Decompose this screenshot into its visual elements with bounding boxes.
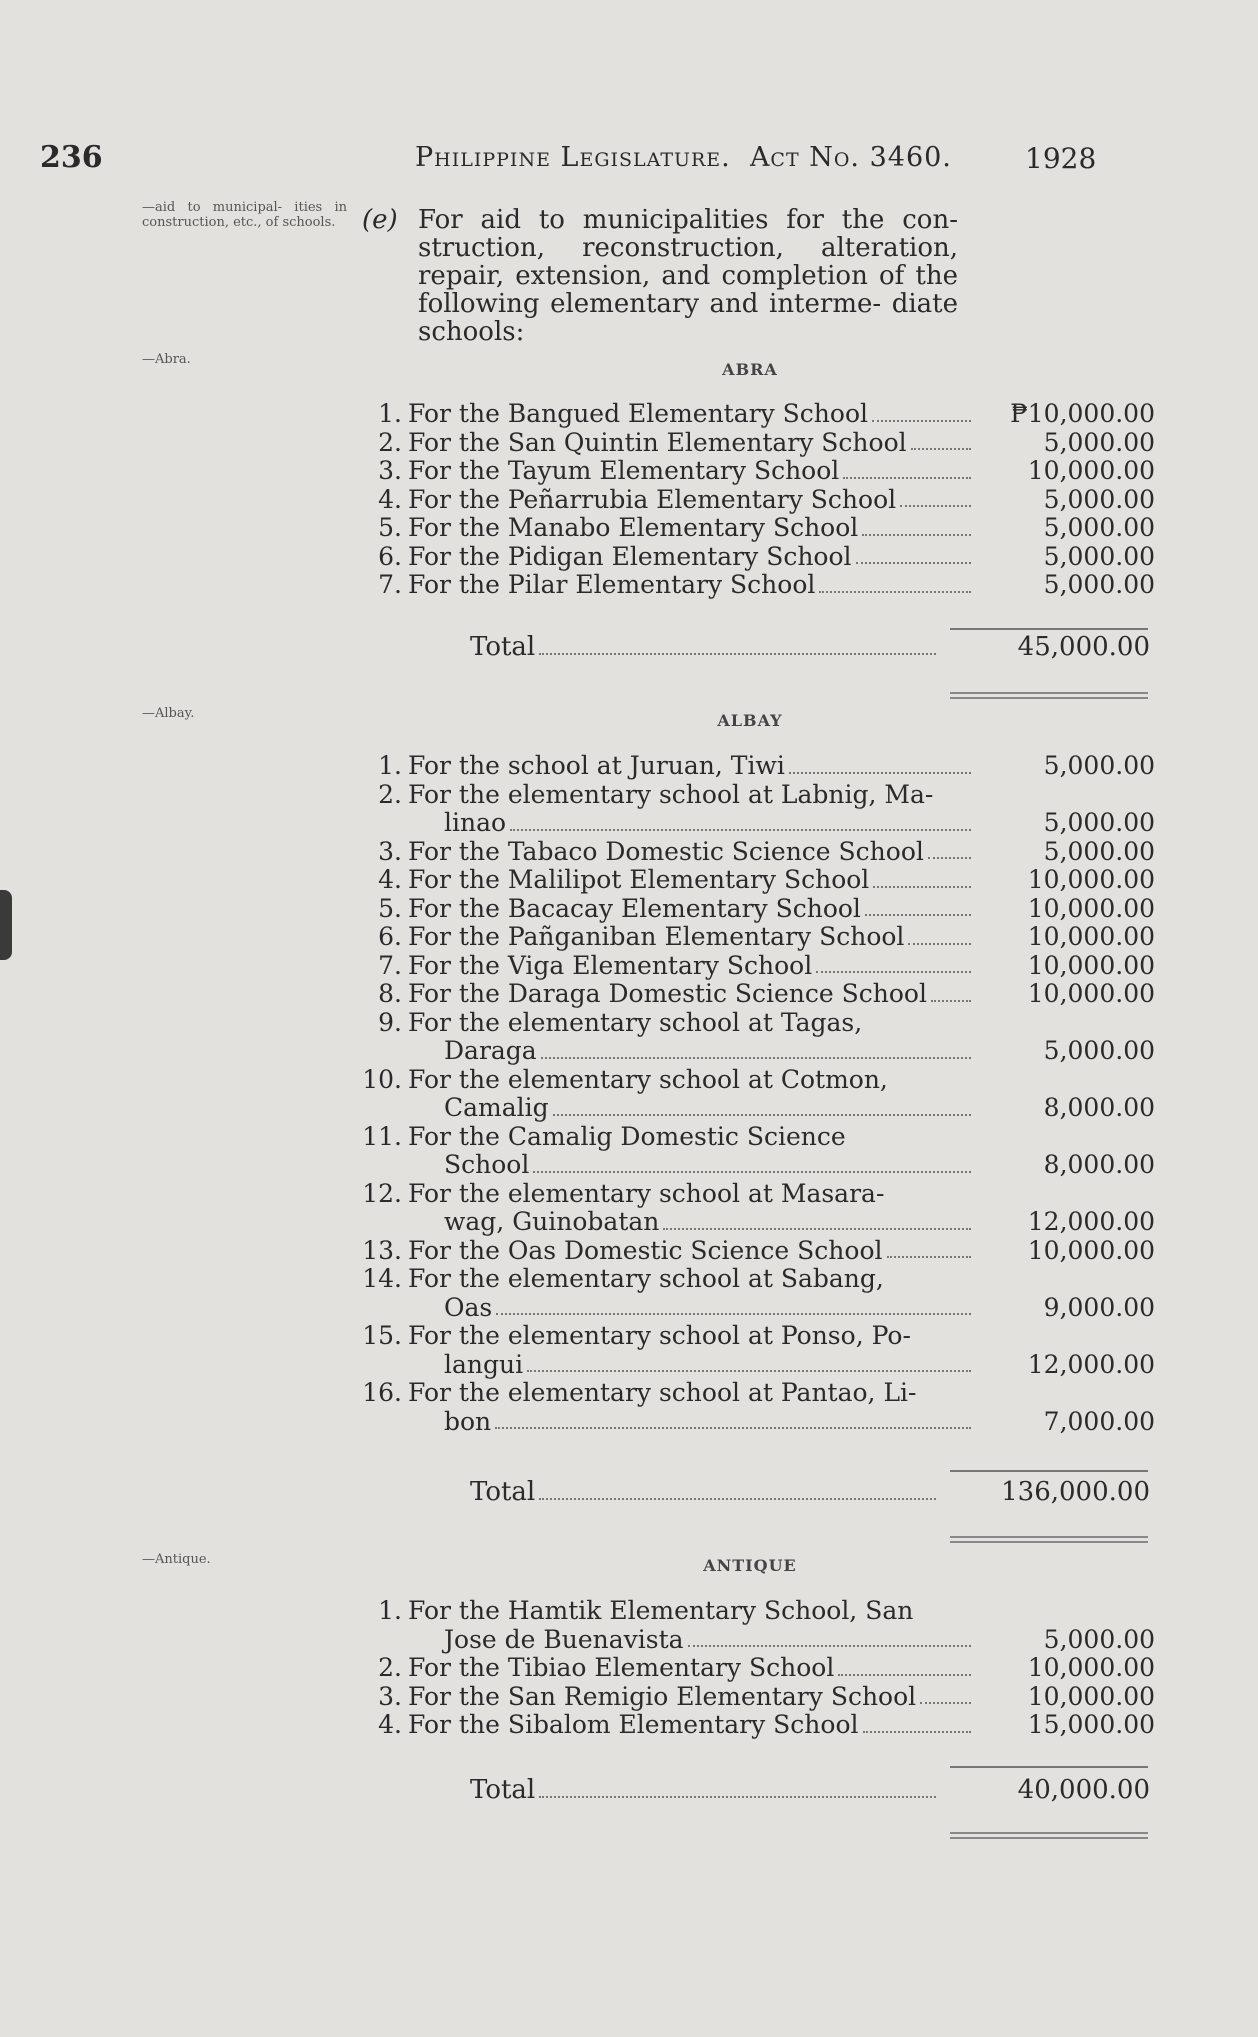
item-number: 2. (378, 1653, 402, 1682)
line-item (345, 1711, 1155, 1740)
item-amount: 8,000.00 (1043, 1150, 1155, 1179)
item-number: 6. (378, 922, 402, 951)
item-text-line: For the elementary school at Sabang, (408, 1264, 884, 1293)
intro-paragraph (362, 206, 962, 346)
line-item (345, 486, 1155, 515)
item-text-line: bon (444, 1406, 492, 1436)
item-number: 8. (378, 979, 402, 1008)
item-list-antique (345, 1597, 1155, 1740)
margin-note-antique: —Antique. (142, 1552, 211, 1567)
item-amount: 5,000.00 (1043, 570, 1155, 599)
item-description (408, 486, 975, 515)
line-item (345, 752, 1155, 781)
item-number: 15. (362, 1321, 402, 1350)
item-number: 1. (378, 399, 402, 428)
dot-leader (908, 943, 971, 945)
line-item (345, 1180, 1155, 1237)
item-text-line: For the elementary school at Cotmon, (408, 1064, 888, 1094)
dot-leader (533, 1171, 971, 1173)
item-amount: 15,000.00 (1027, 1710, 1155, 1739)
double-rule-abra (950, 692, 1148, 699)
item-text-line: For the Oas Domestic Science School (408, 1235, 883, 1265)
total-label-abra: Total (470, 632, 536, 662)
item-number: 2. (378, 427, 402, 457)
line-item (345, 429, 1155, 458)
line-item (345, 543, 1155, 572)
dot-leader (872, 420, 971, 422)
line-item (345, 457, 1155, 486)
item-number: 3. (378, 1681, 402, 1711)
item-amount: 5,000.00 (1043, 541, 1155, 571)
item-text-line: For the Hamtik Elementary School, San (408, 1596, 914, 1625)
line-item (345, 923, 1155, 952)
margin-note-abra: —Abra. (142, 352, 191, 367)
item-amount: 5,000.00 (1043, 427, 1155, 457)
item-number: 14. (362, 1264, 402, 1293)
total-rule-antique (950, 1766, 1148, 1768)
item-description (408, 980, 975, 1009)
item-amount: 10,000.00 (1027, 1653, 1155, 1682)
item-text-line: Camalig (444, 1093, 549, 1122)
item-description (408, 1237, 975, 1266)
line-item (345, 895, 1155, 924)
item-description (408, 1379, 975, 1436)
dot-leader (863, 1731, 972, 1733)
total-rule-abra (950, 628, 1148, 630)
dot-leader (928, 857, 971, 859)
item-text-line: For the elementary school at Pantao, Li- (408, 1378, 917, 1407)
line-item (345, 1654, 1155, 1683)
intro-text: For aid to municipalities for the con- struction, reconstruction, alteration, repair, extension, and completion of the following elementary and interme- diate schools: (418, 205, 958, 347)
line-item (345, 1379, 1155, 1436)
item-amount: 10,000.00 (1027, 893, 1155, 923)
item-amount: 5,000.00 (1043, 513, 1155, 542)
item-description (408, 1597, 975, 1654)
item-description (408, 1180, 975, 1237)
item-text-line: For the elementary school at Labnig, Ma- (408, 779, 934, 809)
running-title (415, 142, 952, 173)
item-text-line: Oas (444, 1292, 493, 1322)
item-amount: 5,000.00 (1043, 836, 1155, 866)
item-text-line: Daraga (444, 1036, 537, 1065)
item-amount: 10,000.00 (1027, 950, 1155, 980)
item-number: 6. (378, 541, 402, 571)
item-amount: 5,000.00 (1043, 1036, 1155, 1065)
dot-leader (495, 1427, 971, 1429)
item-text-line: For the Tayum Elementary School (408, 456, 840, 485)
dot-leader (789, 772, 971, 774)
item-number: 5. (378, 893, 402, 923)
item-text-line: For the elementary school at Ponso, Po- (408, 1321, 911, 1350)
item-text-line: For the Tabaco Domestic Science School (408, 836, 924, 866)
dot-leader (688, 1645, 971, 1647)
total-row-albay (470, 1477, 1150, 1507)
line-item (345, 952, 1155, 981)
dot-leader (663, 1228, 971, 1230)
scan-edge-shadow (0, 890, 12, 960)
item-description (408, 866, 975, 895)
item-text-line: For the Bangued Elementary School (408, 399, 868, 428)
item-description (408, 1683, 975, 1712)
line-item (345, 1009, 1155, 1066)
line-item (345, 1066, 1155, 1123)
item-description (408, 838, 975, 867)
item-text-line: For the San Remigio Elementary School (408, 1681, 917, 1711)
act-number: Act No. 3460. (749, 142, 952, 173)
item-description (408, 895, 975, 924)
item-number: 7. (378, 950, 402, 980)
line-item (345, 838, 1155, 867)
line-item (345, 980, 1155, 1009)
item-text-line: For the Camalig Domestic Science (408, 1121, 846, 1151)
dot-leader (496, 1313, 971, 1315)
item-description (408, 400, 975, 429)
item-amount: ₱10,000.00 (1010, 399, 1155, 428)
item-number: 1. (378, 751, 402, 780)
dot-leader (838, 1674, 971, 1676)
line-item (345, 1265, 1155, 1322)
item-number: 11. (362, 1121, 402, 1151)
page-number: 236 (40, 140, 103, 175)
item-text-line: For the Daraga Domestic Science School (408, 979, 927, 1008)
item-amount: 5,000.00 (1043, 751, 1155, 780)
item-number: 4. (378, 484, 402, 514)
line-item (345, 514, 1155, 543)
item-description (408, 429, 975, 458)
item-description (408, 1265, 975, 1322)
line-item (345, 1597, 1155, 1654)
item-number: 5. (378, 513, 402, 542)
item-description (408, 1654, 975, 1683)
item-text-line: School (444, 1150, 530, 1179)
total-label-albay: Total (470, 1477, 536, 1507)
item-amount: 7,000.00 (1043, 1406, 1155, 1436)
margin-note-aid: —aid to municipal- ities in construction, etc., of schools. (142, 200, 347, 230)
item-number: 13. (362, 1235, 402, 1265)
item-amount: 10,000.00 (1027, 979, 1155, 1008)
dot-leader (920, 1702, 971, 1704)
margin-note-albay: —Albay. (142, 706, 195, 721)
item-text-line: For the Bacacay Elementary School (408, 893, 861, 923)
item-number: 3. (378, 836, 402, 866)
item-description (408, 781, 975, 838)
item-amount: 5,000.00 (1043, 484, 1155, 514)
total-amount-abra: 45,000.00 (1017, 632, 1150, 662)
item-description (408, 543, 975, 572)
item-text-line: For the Sibalom Elementary School (408, 1710, 859, 1739)
item-amount: 10,000.00 (1027, 922, 1155, 951)
item-amount: 10,000.00 (1027, 456, 1155, 485)
item-description (408, 752, 975, 781)
item-description (408, 1066, 975, 1123)
dot-leader (553, 1114, 971, 1116)
item-text-line: For the Pañganiban Elementary School (408, 922, 905, 951)
item-text-line: For the Pilar Elementary School (408, 570, 816, 599)
item-number: 12. (362, 1178, 402, 1208)
item-number: 7. (378, 570, 402, 599)
line-item (345, 1237, 1155, 1266)
section-heading-antique: ANTIQUE (703, 1556, 797, 1575)
item-amount: 12,000.00 (1027, 1207, 1155, 1236)
total-label-antique: Total (470, 1775, 536, 1805)
page-year: 1928 (1025, 142, 1097, 175)
item-text-line: For the Peñarrubia Elementary School (408, 484, 897, 514)
section-heading-albay: ALBAY (717, 711, 783, 730)
dot-leader (873, 886, 971, 888)
item-amount: 12,000.00 (1027, 1349, 1155, 1379)
page-header (0, 140, 1258, 180)
item-amount: 10,000.00 (1027, 1681, 1155, 1711)
item-number: 9. (378, 1007, 402, 1037)
item-text-line: For the Viga Elementary School (408, 950, 813, 980)
total-row-abra (470, 632, 1150, 662)
dot-leader (539, 1796, 936, 1798)
item-number: 1. (378, 1596, 402, 1625)
item-description (408, 1123, 975, 1180)
item-list-abra (345, 400, 1155, 600)
item-text-line: For the elementary school at Masara- (408, 1178, 885, 1208)
item-text-line: For the elementary school at Tagas, (408, 1007, 863, 1037)
item-text-line: For the Malilipot Elementary School (408, 865, 870, 894)
item-number: 4. (378, 1710, 402, 1739)
line-item (345, 781, 1155, 838)
total-row-antique (470, 1775, 1150, 1805)
item-text-line: linao (444, 808, 507, 837)
dot-leader (539, 653, 936, 655)
item-amount: 10,000.00 (1027, 865, 1155, 894)
item-number: 4. (378, 865, 402, 894)
line-item (345, 1123, 1155, 1180)
dot-leader (816, 971, 971, 973)
intro-label: (e) (362, 205, 398, 235)
line-item (345, 866, 1155, 895)
total-amount-albay: 136,000.00 (1001, 1477, 1150, 1507)
item-amount: 5,000.00 (1043, 1624, 1155, 1654)
dot-leader (843, 477, 971, 479)
dot-leader (911, 448, 971, 450)
dot-leader (856, 562, 971, 564)
dot-leader (862, 534, 971, 536)
line-item (345, 1322, 1155, 1379)
double-rule-albay (950, 1536, 1148, 1543)
item-description (408, 457, 975, 486)
item-number: 3. (378, 456, 402, 485)
item-description (408, 923, 975, 952)
item-text-line: For the Manabo Elementary School (408, 513, 859, 542)
section-heading-abra: ABRA (722, 360, 778, 379)
item-amount: 5,000.00 (1043, 808, 1155, 837)
item-amount: 9,000.00 (1043, 1292, 1155, 1322)
total-amount-antique: 40,000.00 (1017, 1775, 1150, 1805)
total-rule-albay (950, 1470, 1148, 1472)
item-text-line: For the San Quintin Elementary School (408, 427, 907, 457)
dot-leader (541, 1057, 971, 1059)
item-text-line: Jose de Buenavista (444, 1624, 684, 1654)
line-item (345, 571, 1155, 600)
item-text-line: langui (444, 1349, 524, 1379)
running-title-text: Philippine Legislature. (415, 142, 731, 173)
item-number: 16. (362, 1378, 402, 1407)
item-description (408, 1009, 975, 1066)
item-number: 10. (362, 1064, 402, 1094)
item-text-line: For the Pidigan Elementary School (408, 541, 852, 571)
dot-leader (900, 505, 971, 507)
item-description (408, 514, 975, 543)
item-text-line: For the school at Juruan, Tiwi (408, 751, 785, 780)
line-item (345, 400, 1155, 429)
double-rule-antique (950, 1832, 1148, 1839)
item-list-albay (345, 752, 1155, 1436)
item-amount: 8,000.00 (1043, 1093, 1155, 1122)
dot-leader (865, 914, 971, 916)
dot-leader (887, 1256, 972, 1258)
line-item (345, 1683, 1155, 1712)
item-description (408, 1322, 975, 1379)
item-number: 2. (378, 779, 402, 809)
item-description (408, 1711, 975, 1740)
item-amount: 10,000.00 (1027, 1235, 1155, 1265)
dot-leader (931, 1000, 971, 1002)
item-description (408, 952, 975, 981)
dot-leader (539, 1498, 936, 1500)
item-text-line: wag, Guinobatan (444, 1207, 660, 1236)
dot-leader (819, 591, 971, 593)
item-description (408, 571, 975, 600)
dot-leader (527, 1370, 971, 1372)
item-text-line: For the Tibiao Elementary School (408, 1653, 835, 1682)
dot-leader (510, 829, 971, 831)
